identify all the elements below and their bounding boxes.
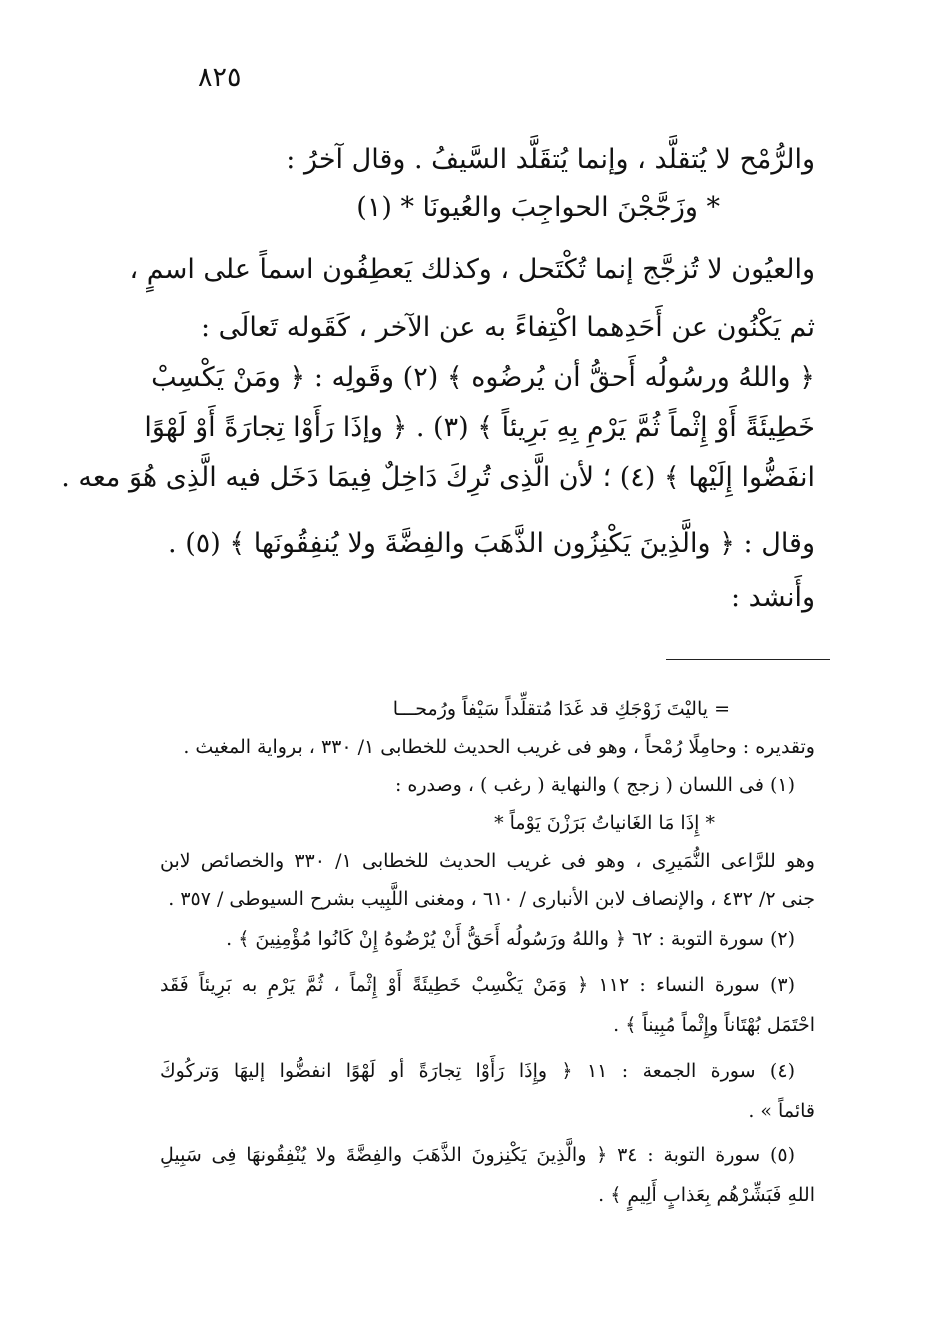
page-number: ٨٢٥: [198, 62, 242, 93]
footnote-5-line-1: (٥) سورة التوبة : ٣٤ ﴿ والَّذِينَ يَكْنِزونَ الذَّهَبَ والفِضَّةَ ولا يُنْفِقُونهَا فِى سَبِيلِ: [160, 1144, 796, 1166]
body-line-1: والرُّمْح لا يُتقلَّد ، وإنما يُتقَلَّد السَّيفُ . وقال آخرُ :: [286, 144, 815, 175]
body-line-4: ثم يَكْنُون عن أَحَدِهما اكْتِفاءً به عن الآخر ، كَقَوله تَعالَى :: [200, 312, 815, 343]
footnote-1-source-1: وهو للرَّاعى النُّمَيرِى ، وهو فى غريب الحديث للخطابى ١/ ٣٣٠ والخصائص لابن: [160, 850, 815, 872]
footnote-1-source-2: جنى ٢/ ٤٣٢ ، والإنصاف لابن الأنبارى / ٦١٠ ، ومغنى اللَّبِيب بشرح السيوطى / ٣٥٧ .: [168, 888, 815, 910]
body-line-8: وقال : ﴿ والَّذِينَ يَكْنِزُون الذَّهَبَ والفِضَّةَ ولا يُنفِقُونَها ﴾ (٥) .: [168, 528, 815, 559]
body-line-5: ﴿ واللهُ ورسُولُه أَحقُّ أن يُرضُوه ﴾ (٢) وقَولِه : ﴿ ومَنْ يَكْسِبْ: [151, 362, 815, 393]
body-line-3: والعيُون لا تُزجَّج إنما تُكْتَحل ، وكذلك يَعطِفُون اسماً على اسمٍ ،: [129, 254, 815, 285]
footnote-3-line-1: (٣) سورة النساء : ١١٢ ﴿ وَمَنْ يَكْسِبْ خَطِيئَةً أَوْ إِثْماً ، ثُمَّ يَرْمِ به بَرِيئاً فَقَد: [160, 974, 795, 996]
footnote-3-line-2: احْتَمَل بُهْتَاناً وإِثْماً مُبِيناً ﴾ .: [613, 1014, 815, 1036]
footnote-4-line-1: (٤) سورة الجمعة : ١١ ﴿ وإِذَا رَأَوْا تِجارَةً أو لَهْوًا انفضُّوا إليهَا وَتركُوكَ: [160, 1060, 795, 1082]
footnote-separator: [666, 659, 830, 660]
footnote-5-line-2: اللهِ فَبَشِّرْهُم بِعَذابٍ أَلِيمٍ ﴾ .: [598, 1184, 815, 1206]
footnote-2: (٢) سورة التوبة : ٦٢ ﴿ واللهُ ورَسُولُه أَحَقُّ أَنْ يُرْضُوهُ إِنْ كَانُوا مُؤْمِنِينَ ﴾ .: [226, 928, 795, 950]
footnote-verse-continuation: = ياليْتَ زَوْجَكِ قد غَدَا مُتقلِّداً سَيْفاً ورُمحـــا: [392, 698, 730, 720]
footnote-4-line-2: قائماً » .: [748, 1100, 815, 1122]
footnote-1-verse: * إِذَا مَا الغَانياتُ بَرَزْنَ يَوْماً *: [494, 812, 715, 834]
body-line-7: انفَضُّوا إِلَيْها ﴾ (٤) ؛ لأن الَّذِى تُرِكَ دَاخِلٌ فِيمَا دَخَل فيه الَّذِى هُوَ معه .: [61, 462, 815, 493]
footnote-line-2: وتقديره : وحامِلًا رُمْحاً ، وهو فى غريب الحديث للخطابى ١/ ٣٣٠ ، برواية المغيث .: [183, 736, 815, 758]
body-line-2-verse: * وزَجَّجْنَ الحواجِبَ والعُيونَا * (١): [356, 192, 720, 223]
footnote-1-line: (١) فى اللسان ( زجج ) والنهاية ( رغب ) ، وصدره :: [394, 774, 795, 796]
body-line-6: خَطِيئَةً أَوْ إِثْماً ثُمَّ يَرْمِ بِهِ بَرِيئاً ﴾ (٣) . ﴿ وإذَا رَأَوْا تِجارَةً أَوْ لَهْوًا: [144, 412, 815, 443]
body-line-9: وأَنشد :: [731, 582, 815, 613]
